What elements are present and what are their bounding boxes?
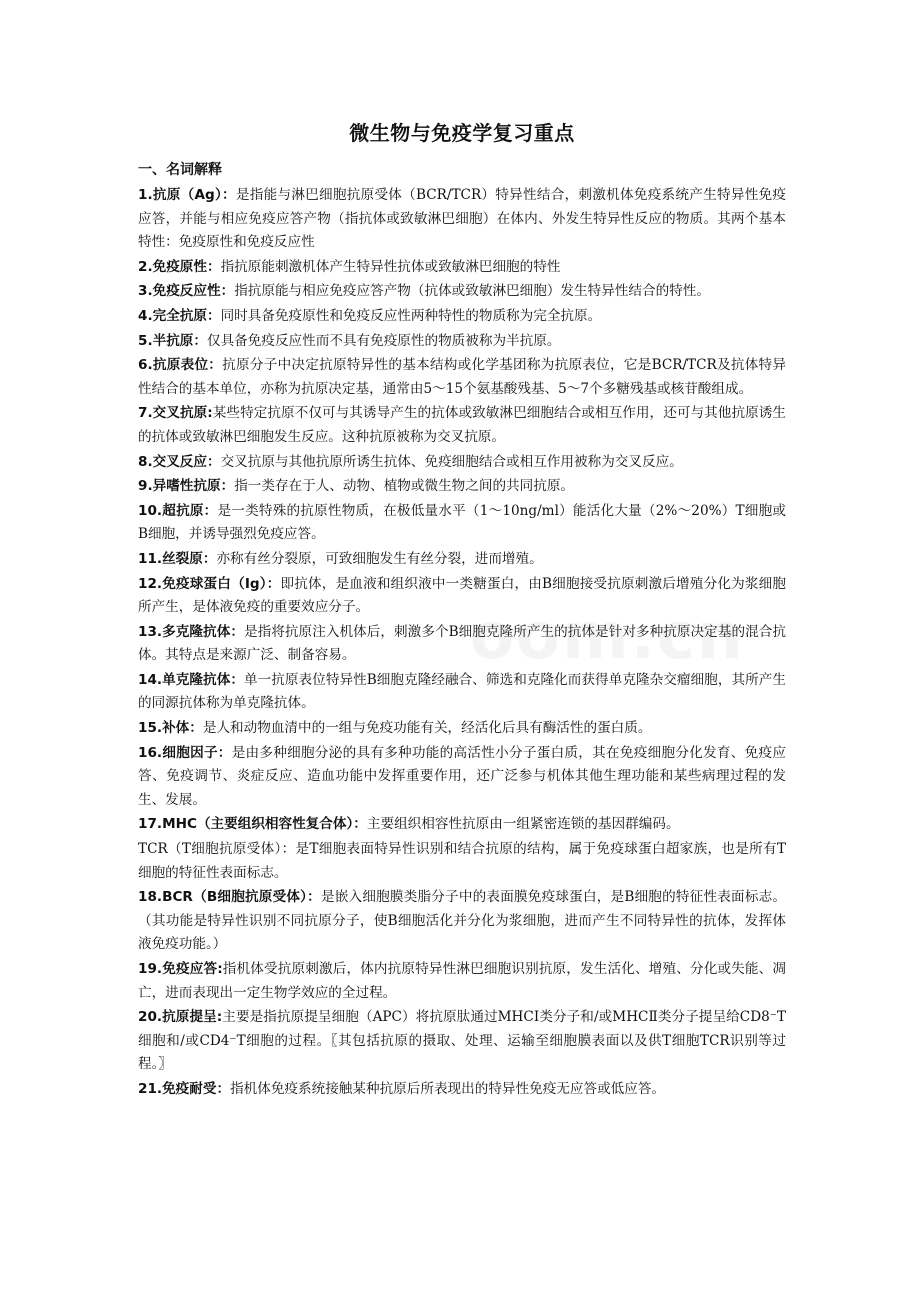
definition-term: 10.超抗原： <box>138 502 218 519</box>
document-page <box>138 118 786 1103</box>
definition-entry <box>138 451 786 475</box>
definition-entry <box>138 958 786 1005</box>
definition-term: 18.BCR（B细胞抗原受体）： <box>138 889 321 906</box>
definition-term: 11.丝裂原： <box>138 550 217 567</box>
definition-text: 指一类存在于人、动物、植物或微生物之间的共同抗原。 <box>234 478 575 495</box>
definition-entry <box>138 1078 786 1102</box>
definition-term: 19.免疫应答: <box>138 961 223 977</box>
definition-term: 4.完全抗原： <box>138 307 221 324</box>
definition-entry <box>138 813 786 837</box>
definition-entry <box>138 742 786 813</box>
definition-term: 8.交叉反应： <box>138 453 221 470</box>
definition-text: 是指能与淋巴细胞抗原受体（BCR/TCR）特异性结合，刺激机体免疫系统产生特异性免疫应答，并能与相应免疫应答产物（指抗体或致敏淋巴细胞）在体内、外发生特异性反应的物质。其两个基本特性：免疫原性和免疫反应性 <box>138 187 786 251</box>
definition-text: 抗原分子中决定抗原特异性的基本结构或化学基团称为抗原表位，它是BCR/TCR及抗体特异性结合的基本单位，亦称为抗原决定基，通常由5～15个氨基酸残基、5～7个多糖残基或核苷酸组成。 <box>138 357 786 397</box>
definition-text: 仅具备免疫反应性而不具有免疫原性的物质被称为半抗原。 <box>207 332 561 349</box>
definition-entry <box>138 548 786 572</box>
definition-text: TCR（T细胞抗原受体）：是T细胞表面特异性识别和结合抗原的结构，属于免疫球蛋白超家族，也是所有T细胞的特征性表面标志。 <box>138 841 786 881</box>
definition-text: 主要是指抗原提呈细胞（APC）将抗原肽通过MHCⅠ类分子和/或MHCⅡ类分子提呈给CD8⁻T细胞和/或CD4⁻T细胞的过程。〖其包括抗原的摄取、处理、运输至细胞膜表面以及供T细胞TCR识别等过程。〗 <box>138 1009 786 1073</box>
definition-term: 5.半抗原： <box>138 332 207 349</box>
definition-entry <box>138 184 786 255</box>
definition-term: 12.免疫球蛋白（Ig）： <box>138 575 281 592</box>
page-title: 微生物与免疫学复习重点 <box>349 121 575 145</box>
definition-text: 是指将抗原注入机体后，刺激多个B细胞克隆所产生的抗体是针对多种抗原决定基的混合抗体。其特点是来源广泛、制备容易。 <box>138 623 786 664</box>
definition-text: 同时具备免疫原性和免疫反应性两种特性的物质称为完全抗原。 <box>220 307 602 324</box>
definition-text: 亦称有丝分裂原，可致细胞发生有丝分裂，进而增殖。 <box>216 550 543 567</box>
definition-text: 主要组织相容性抗原由一组紧密连锁的基因群编码。 <box>366 816 680 833</box>
definition-term: 7.交叉抗原: <box>138 405 213 422</box>
definition-term: 9.异嗜性抗原： <box>138 478 235 495</box>
definition-text: 单一抗原表位特异性B细胞克隆经融合、筛选和克隆化而获得单克隆杂交瘤细胞，其所产生的同源抗体称为单克隆抗体。 <box>138 671 786 712</box>
definition-term: 14.单克隆抗体： <box>138 671 244 688</box>
definition-text: 交叉抗原与其他抗原所诱生抗体、免疫细胞结合或相互作用被称为交叉反应。 <box>220 453 683 470</box>
definition-term: 6.抗原表位： <box>138 357 223 374</box>
definition-entry <box>138 838 786 885</box>
section-heading: 一、名词解释 <box>138 162 222 178</box>
definition-text: 是一类特殊的抗原性物质，在极低量水平（1～10ng/ml）能活化大量（2%～20%）T细胞或B细胞，并诱导强烈免疫应答。 <box>138 502 786 543</box>
definition-term: 20.抗原提呈: <box>138 1009 223 1026</box>
definition-entry <box>138 573 786 620</box>
definition-entry <box>138 330 786 354</box>
definition-term: 3.免疫反应性： <box>138 283 235 300</box>
definition-term: 21.免疫耐受： <box>138 1080 231 1097</box>
definition-text: 某些特定抗原不仅可与其诱导产生的抗体或致敏淋巴细胞结合或相互作用，还可与其他抗原诱生的抗体或致敏淋巴细胞发生反应。这种抗原被称为交叉抗原。 <box>138 405 786 445</box>
definition-entry <box>138 475 786 499</box>
definition-text: 指抗原能与相应免疫应答产物（抗体或致敏淋巴细胞）发生特异性结合的特性。 <box>234 283 710 300</box>
definition-entry <box>138 886 786 957</box>
definition-entry <box>138 1006 786 1077</box>
definition-entry <box>138 280 786 304</box>
definition-term: 1.抗原（Ag）： <box>138 187 236 203</box>
definition-text: 指机体受抗原刺激后，体内抗原特异性淋巴细胞识别抗原，发生活化、增殖、分化或失能、凋亡，进而表现出一定生物学效应的全过程。 <box>138 961 786 1001</box>
definition-text: 是嵌入细胞膜类脂分子中的表面膜免疫球蛋白，是B细胞的特征性表面标志。（其功能是特异性识别不同抗原分子，使B细胞活化并分化为浆细胞，进而产生不同特异性的抗体，发挥体液免疫功能。） <box>138 889 786 953</box>
definition-term: 2.免疫原性： <box>138 258 221 275</box>
definition-list <box>138 184 786 1102</box>
definition-entry <box>138 621 786 668</box>
definition-text: 即抗体，是血液和组织液中一类糖蛋白，由B细胞接受抗原刺激后增殖分化为浆细胞所产生，是体液免疫的重要效应分子。 <box>138 575 786 616</box>
definition-term: 17.MHC（主要组织相容性复合体）： <box>138 816 367 833</box>
definition-entry <box>138 669 786 716</box>
definition-text: 是由多种细胞分泌的具有多种功能的高活性小分子蛋白质，其在免疫细胞分化发育、免疫应答、免疫调节、炎症反应、造血功能中发挥重要作用，还广泛参与机体其他生理功能和某些病理过程的发生、发展。 <box>138 744 786 808</box>
definition-term: 15.补体： <box>138 720 203 737</box>
definition-entry <box>138 402 786 449</box>
definition-entry <box>138 354 786 401</box>
definition-text: 指机体免疫系统接触某种抗原后所表现出的特异性免疫无应答或低应答。 <box>230 1080 666 1097</box>
definition-entry <box>138 717 786 741</box>
definition-term: 16.细胞因子： <box>138 744 232 761</box>
definition-entry <box>138 256 786 280</box>
definition-term: 13.多克隆抗体： <box>138 623 244 640</box>
definition-text: 是人和动物血清中的一组与免疫功能有关，经活化后具有酶活性的蛋白质。 <box>202 720 652 737</box>
definition-entry <box>138 305 786 329</box>
definition-entry <box>138 500 786 547</box>
definition-text: 指抗原能刺激机体产生特异性抗体或致敏淋巴细胞的特性 <box>220 258 561 275</box>
